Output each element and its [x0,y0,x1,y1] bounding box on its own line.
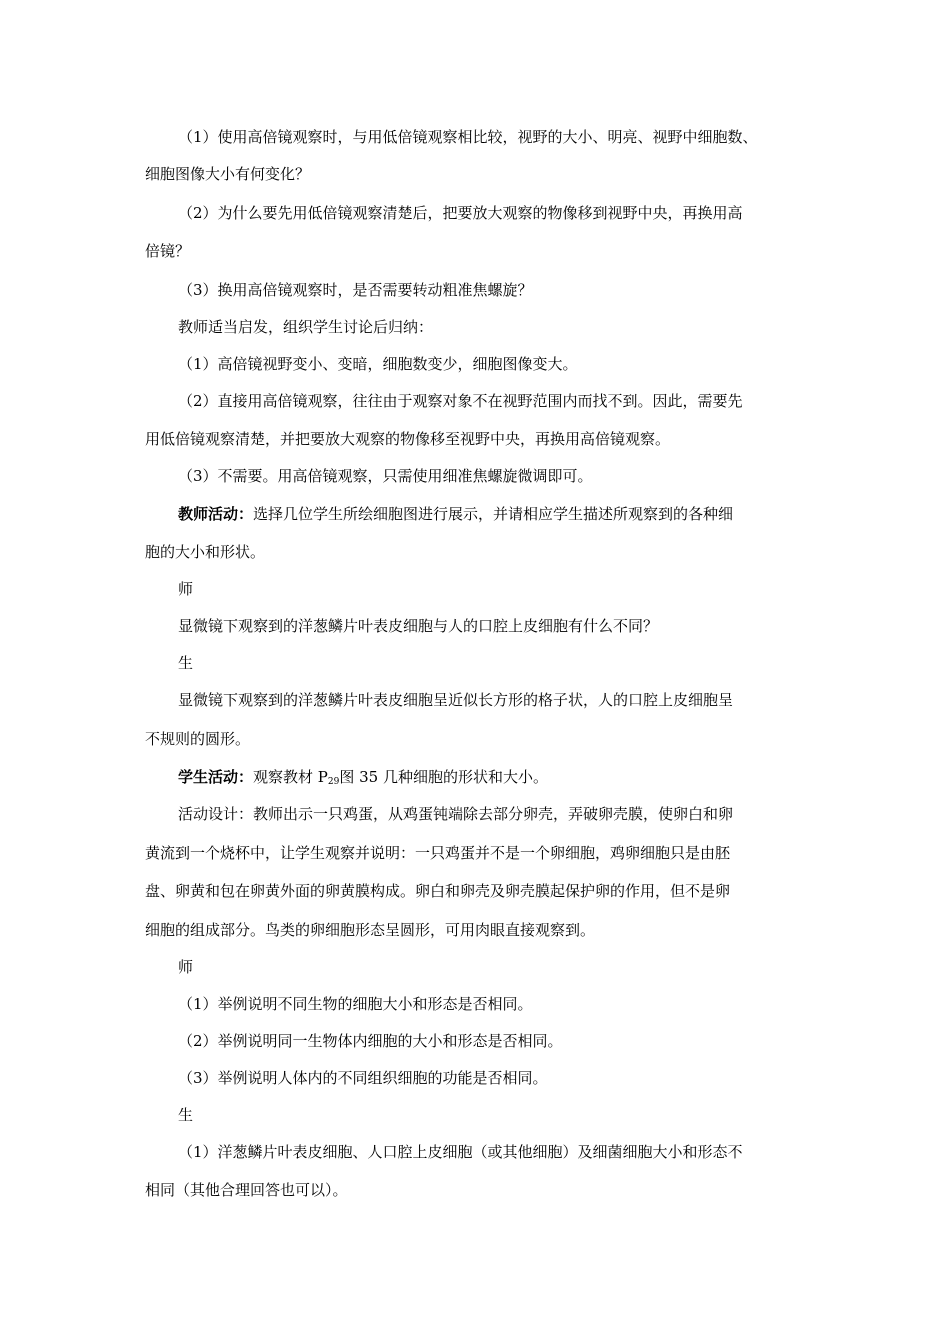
paragraph-line [178,505,733,523]
paragraph-line: 相同（其他合理回答也可以）。 [145,1181,348,1199]
paragraph-line: 显微镜下观察到的洋葱鳞片叶表皮细胞呈近似长方形的格子状，人的口腔上皮细胞呈 [178,691,734,709]
paragraph-line: （3）不需要。用高倍镜观察，只需使用细准焦螺旋微调即可。 [178,467,593,485]
student-activity-label: 学生活动： [178,768,254,786]
speaker-label: 生 [178,1106,194,1124]
paragraph-line: 细胞图像大小有何变化？ [145,165,311,183]
paragraph-line: （2）举例说明同一生物体内细胞的大小和形态是否相同。 [178,1032,563,1050]
paragraph-line: （1）使用高倍镜观察时，与用低倍镜观察相比较，视野的大小、明亮、视野中细胞数、 [178,128,758,146]
paragraph-line: （3）换用高倍镜观察时，是否需要转动粗准焦螺旋？ [178,281,533,299]
page-subscript: 29 [327,777,340,787]
paragraph-line: 用低倍镜观察清楚，并把要放大观察的物像移至视野中央，再换用高倍镜观察。 [145,430,671,448]
paragraph-text: 图 35 几种细胞的形状和大小。 [339,768,548,786]
paragraph-line: （1）高倍镜视野变小、变暗，细胞数变少，细胞图像变大。 [178,355,578,373]
paragraph-line: （3）举例说明人体内的不同组织细胞的功能是否相同。 [178,1069,548,1087]
speaker-label: 生 [178,654,194,672]
paragraph-line: 胞的大小和形状。 [145,543,266,561]
paragraph-line: 活动设计：教师出示一只鸡蛋，从鸡蛋钝端除去部分卵壳，弄破卵壳膜，使卵白和卵 [178,805,734,823]
paragraph-line: 不规则的圆形。 [145,730,251,748]
paragraph-line: （2）直接用高倍镜观察，往往由于观察对象不在视野范围内而找不到。因此，需要先 [178,392,743,410]
paragraph-line: 黄流到一个烧杯中，让学生观察并说明：一只鸡蛋并不是一个卵细胞，鸡卵细胞只是由胚 [145,844,731,862]
paragraph-line: 教师适当启发，组织学生讨论后归纳： [178,318,434,336]
paragraph-line [178,768,548,791]
paragraph-line: （1）洋葱鳞片叶表皮细胞、人口腔上皮细胞（或其他细胞）及细菌细胞大小和形态不 [178,1143,743,1161]
paragraph-line: 细胞的组成部分。鸟类的卵细胞形态呈圆形，可用肉眼直接观察到。 [145,921,596,939]
speaker-label: 师 [178,958,194,976]
paragraph-line: 倍镜？ [145,242,191,260]
paragraph-line: 显微镜下观察到的洋葱鳞片叶表皮细胞与人的口腔上皮细胞有什么不同？ [178,617,659,635]
paragraph-line: 盘、卵黄和包在卵黄外面的卵黄膜构成。卵白和卵壳及卵壳膜起保护卵的作用，但不是卵 [145,882,731,900]
paragraph-text: 观察教材 P [253,768,328,786]
speaker-label: 师 [178,580,194,598]
paragraph-text: 选择几位学生所绘细胞图进行展示，并请相应学生描述所观察到的各种细 [253,505,734,523]
paragraph-line: （1）举例说明不同生物的细胞大小和形态是否相同。 [178,995,533,1013]
teacher-activity-label: 教师活动： [178,505,254,523]
paragraph-line: （2）为什么要先用低倍镜观察清楚后，把要放大观察的物像移到视野中央，再换用高 [178,204,743,222]
